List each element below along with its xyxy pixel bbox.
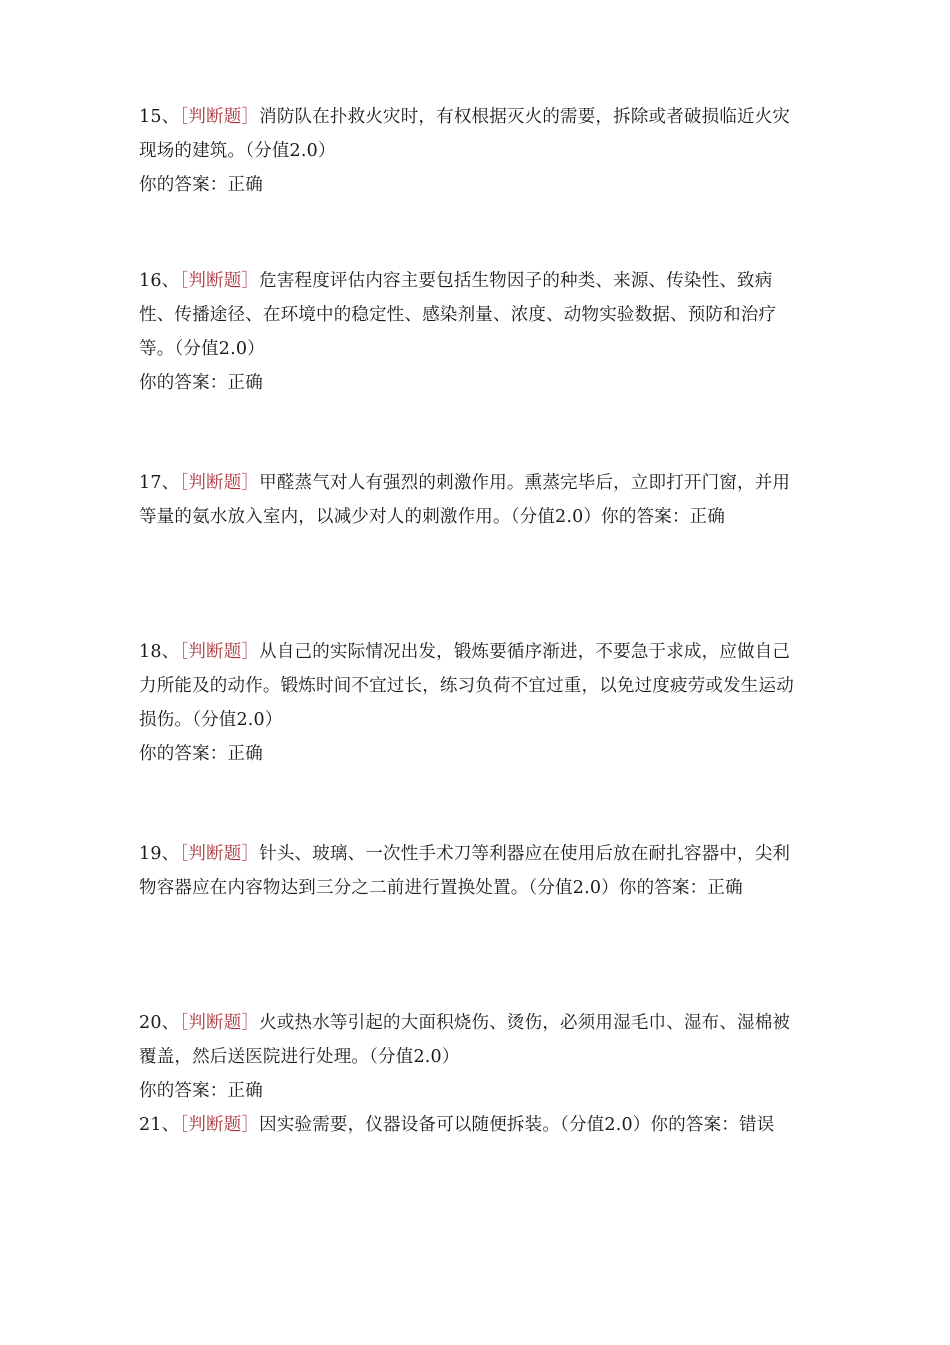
question-number: 21、 [139,1115,180,1135]
question-number: 20、 [139,1013,180,1033]
question-text: 针头、玻璃、一次性手术刀等利器应在使用后放在耐扎容器中，尖利物容器应在内容物达到三分之二前进行置换处置。（分值2.0）你的答案：正确 [139,844,791,898]
question-type-tag: ［判断题］ [179,1013,260,1033]
question-stem [139,837,799,905]
question-text: 危害程度评估内容主要包括生物因子的种类、来源、传染性、致病性、传播途径、在环境中的稳定性、感染剂量、浓度、动物实验数据、预防和治疗等。（分值2.0） [139,271,777,359]
answer-line: 你的答案：正确 [139,175,263,195]
question-18 [139,635,799,771]
question-21 [139,1108,799,1142]
answer-line: 你的答案：正确 [139,744,263,764]
question-text: 因实验需要，仪器设备可以随便拆装。（分值2.0）你的答案：错误 [259,1115,775,1135]
question-number: 15、 [139,107,180,127]
question-stem [139,1108,799,1142]
question-type-tag: ［判断题］ [179,271,260,291]
question-19 [139,837,799,905]
question-stem [139,100,799,168]
question-type-tag: ［判断题］ [179,844,260,864]
question-text: 从自己的实际情况出发，锻炼要循序渐进，不要急于求成，应做自己力所能及的动作。锻炼时间不宜过长，练习负荷不宜过重，以免过度疲劳或发生运动损伤。（分值2.0） [139,642,794,730]
question-number: 16、 [139,271,180,291]
answer-line: 你的答案：正确 [139,1081,263,1101]
question-type-tag: ［判断题］ [179,642,260,662]
question-stem [139,1006,799,1074]
question-type-tag: ［判断题］ [179,473,260,493]
answer-line: 你的答案：正确 [139,373,263,393]
question-type-tag: ［判断题］ [179,1115,260,1135]
question-15 [139,100,799,202]
question-text: 甲醛蒸气对人有强烈的刺激作用。熏蒸完毕后，立即打开门窗，并用等量的氨水放入室内，以减少对人的刺激作用。（分值2.0）你的答案：正确 [139,473,791,527]
question-20 [139,1006,799,1108]
question-stem [139,466,799,534]
question-number: 19、 [139,844,180,864]
question-stem [139,635,799,737]
question-16 [139,264,799,400]
question-number: 17、 [139,473,180,493]
question-text: 消防队在扑救火灾时，有权根据灭火的需要，拆除或者破损临近火灾现场的建筑。（分值2.0） [139,107,791,161]
question-stem [139,264,799,366]
question-17 [139,466,799,534]
question-type-tag: ［判断题］ [179,107,260,127]
question-number: 18、 [139,642,180,662]
question-text: 火或热水等引起的大面积烧伤、烫伤，必须用湿毛巾、湿布、湿棉被覆盖，然后送医院进行处理。（分值2.0） [139,1013,791,1067]
